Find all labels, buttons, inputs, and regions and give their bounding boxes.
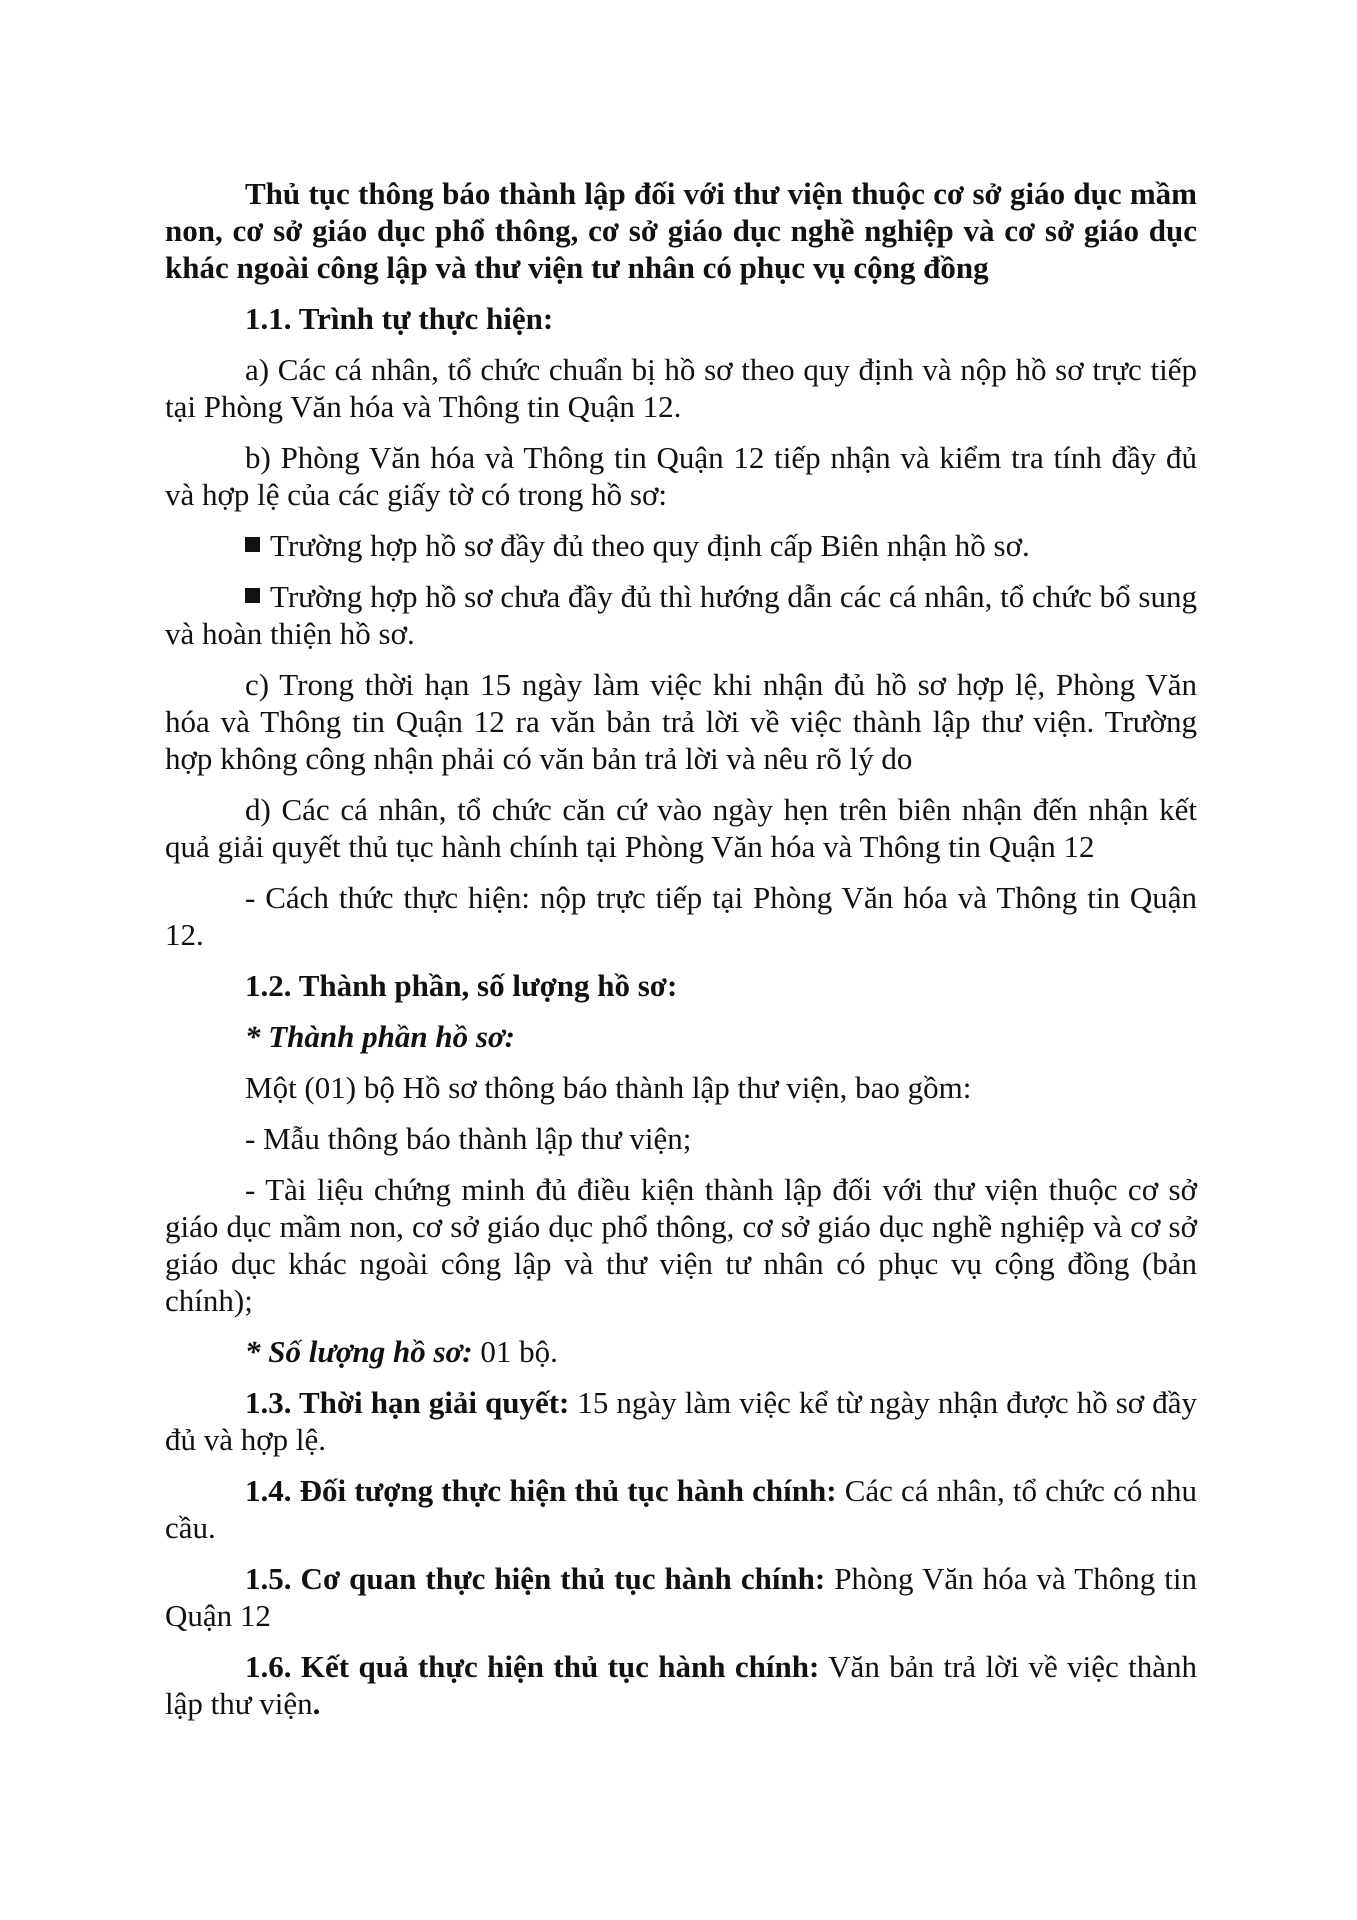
document-title: Thủ tục thông báo thành lập đối với thư viện thuộc cơ sở giáo dục mầm non, cơ sở giáo dục phổ thông, cơ sở giáo dục nghề nghiệp và cơ sở giáo dục khác ngoài công lập và thư viện tư nhân có phục vụ cộng đồng: [165, 176, 1197, 285]
section-1-6-label: 1.6. Kết quả thực hiện thủ tục hành chính:: [245, 1649, 820, 1684]
section-1-4: [165, 1472, 1197, 1546]
section-1-6-end: .: [312, 1686, 321, 1721]
section-1-4-label: 1.4. Đối tượng thực hiện thủ tục hành chính:: [245, 1473, 837, 1508]
method-line: - Cách thức thực hiện: nộp trực tiếp tại Phòng Văn hóa và Thông tin Quận 12.: [165, 880, 1197, 952]
step-a: a) Các cá nhân, tổ chức chuẩn bị hồ sơ theo quy định và nộp hồ sơ trực tiếp tại Phòng Văn hóa và Thông tin Quận 12.: [165, 352, 1197, 424]
components-intro: Một (01) bộ Hồ sơ thông báo thành lập thư viện, bao gồm:: [245, 1070, 972, 1105]
bullet-incomplete-text: Trường hợp hồ sơ chưa đầy đủ thì hướng dẫn các cá nhân, tổ chức bổ sung và hoàn thiện hồ sơ.: [165, 579, 1197, 651]
section-1-5: [165, 1560, 1197, 1634]
quantity-label: * Số lượng hồ sơ:: [245, 1334, 473, 1369]
bullet-incomplete: [165, 578, 1197, 652]
section-1-4-text: Các cá nhân, tổ chức có nhu cầu.: [165, 1473, 1197, 1545]
section-1-3-label: 1.3. Thời hạn giải quyết:: [245, 1385, 570, 1420]
section-1-5-text: Phòng Văn hóa và Thông tin Quận 12: [165, 1561, 1197, 1633]
quantity-value: 01 bộ.: [472, 1334, 558, 1369]
section-1-3: [165, 1384, 1197, 1458]
square-bullet-icon: [245, 588, 260, 603]
bullet-complete: [165, 527, 1197, 564]
document-page: [165, 175, 1197, 1736]
step-d: d) Các cá nhân, tổ chức căn cứ vào ngày hẹn trên biên nhận đến nhận kết quả giải quyết thủ tục hành chính tại Phòng Văn hóa và Thông tin Quận 12: [165, 792, 1197, 864]
component-item-2: - Tài liệu chứng minh đủ điều kiện thành lập đối với thư viện thuộc cơ sở giáo dục mầm non, cơ sở giáo dục phổ thông, cơ sở giáo dục nghề nghiệp và cơ sở giáo dục khác ngoài công lập và thư viện tư nhân có phục vụ cộng đồng (bản chính);: [165, 1172, 1197, 1318]
step-b: b) Phòng Văn hóa và Thông tin Quận 12 tiếp nhận và kiểm tra tính đầy đủ và hợp lệ của các giấy tờ có trong hồ sơ:: [165, 440, 1197, 512]
section-1-6: [165, 1648, 1197, 1722]
step-c: c) Trong thời hạn 15 ngày làm việc khi nhận đủ hồ sơ hợp lệ, Phòng Văn hóa và Thông tin Quận 12 ra văn bản trả lời về việc thành lập thư viện. Trường hợp không công nhận phải có văn bản trả lời và nêu rõ lý do: [165, 667, 1197, 776]
section-1-3-text: 15 ngày làm việc kể từ ngày nhận được hồ sơ đầy đủ và hợp lệ.: [165, 1385, 1197, 1457]
square-bullet-icon: [245, 537, 260, 552]
section-1-1-heading: 1.1. Trình tự thực hiện:: [245, 301, 554, 336]
quantity-line: [165, 1333, 1197, 1370]
components-label: * Thành phần hồ sơ:: [245, 1019, 515, 1054]
bullet-complete-text: Trường hợp hồ sơ đầy đủ theo quy định cấp Biên nhận hồ sơ.: [270, 528, 1030, 563]
section-1-6-text: Văn bản trả lời về việc thành lập thư viện: [165, 1649, 1197, 1721]
section-1-5-label: 1.5. Cơ quan thực hiện thủ tục hành chính:: [245, 1561, 826, 1596]
component-item-1: - Mẫu thông báo thành lập thư viện;: [245, 1121, 692, 1156]
section-1-2-heading: 1.2. Thành phần, số lượng hồ sơ:: [245, 968, 678, 1003]
